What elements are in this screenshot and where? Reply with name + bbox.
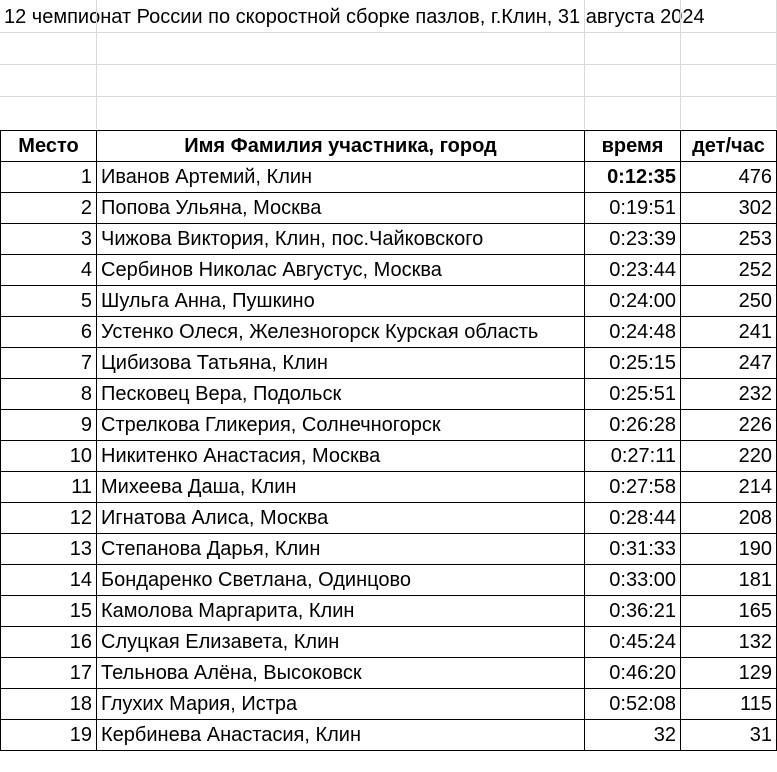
column-header-rate[interactable]: дет/час [681,131,777,162]
table-row [1,658,777,689]
time-cell[interactable]: 0:27:11 [585,441,681,472]
time-cell[interactable]: 0:45:24 [585,627,681,658]
column-header-place[interactable]: Место [1,131,97,162]
table-row [1,224,777,255]
name-cell[interactable]: Тельнова Алёна, Высоковск [97,658,585,689]
name-cell[interactable]: Чижова Виктория, Клин, пос.Чайковского [97,224,585,255]
place-cell[interactable]: 4 [1,255,97,286]
rate-cell[interactable]: 302 [681,193,777,224]
place-cell[interactable]: 16 [1,627,97,658]
time-cell[interactable]: 0:12:35 [585,162,681,193]
name-cell[interactable]: Песковец Вера, Подольск [97,379,585,410]
puzzle-row[interactable] [0,97,777,129]
time-cell[interactable]: 0:23:39 [585,224,681,255]
name-cell[interactable]: Камолова Маргарита, Клин [97,596,585,627]
name-cell[interactable]: Устенко Олеся, Железногорск Курская область [97,317,585,348]
place-cell[interactable]: 7 [1,348,97,379]
name-cell[interactable]: Никитенко Анастасия, Москва [97,441,585,472]
time-cell[interactable]: 0:28:44 [585,503,681,534]
table-row [1,286,777,317]
place-cell[interactable]: 15 [1,596,97,627]
rate-cell[interactable]: 132 [681,627,777,658]
table-row [1,627,777,658]
place-cell[interactable]: 5 [1,286,97,317]
rate-cell[interactable]: 226 [681,410,777,441]
time-cell[interactable]: 0:46:20 [585,658,681,689]
rate-cell[interactable]: 214 [681,472,777,503]
name-cell[interactable]: Кербинева Анастасия, Клин [97,720,585,751]
time-cell[interactable]: 0:23:44 [585,255,681,286]
rate-cell[interactable]: 241 [681,317,777,348]
rate-cell[interactable]: 115 [681,689,777,720]
title-row[interactable] [0,0,777,33]
rate-cell[interactable]: 165 [681,596,777,627]
place-cell[interactable]: 1 [1,162,97,193]
column-header-name[interactable]: Имя Фамилия участника, город [97,131,585,162]
name-cell[interactable]: Игнатова Алиса, Москва [97,503,585,534]
time-cell[interactable]: 0:52:08 [585,689,681,720]
table-row [1,348,777,379]
time-cell[interactable]: 0:27:58 [585,472,681,503]
rate-cell[interactable]: 232 [681,379,777,410]
table-header-row [1,131,777,162]
place-cell[interactable]: 14 [1,565,97,596]
table-row [1,596,777,627]
time-cell[interactable]: 0:24:48 [585,317,681,348]
name-cell[interactable]: Степанова Дарья, Клин [97,534,585,565]
time-cell[interactable]: 0:36:21 [585,596,681,627]
rate-cell[interactable]: 250 [681,286,777,317]
place-cell[interactable]: 10 [1,441,97,472]
name-cell[interactable]: Цибизова Татьяна, Клин [97,348,585,379]
name-cell[interactable]: Бондаренко Светлана, Одинцово [97,565,585,596]
table-row [1,162,777,193]
name-cell[interactable]: Михеева Даша, Клин [97,472,585,503]
table-row [1,441,777,472]
time-cell[interactable]: 0:19:51 [585,193,681,224]
place-cell[interactable]: 17 [1,658,97,689]
name-cell[interactable]: Слуцкая Елизавета, Клин [97,627,585,658]
table-row [1,503,777,534]
table-row [1,255,777,286]
time-cell[interactable]: 0:25:51 [585,379,681,410]
place-cell[interactable]: 19 [1,720,97,751]
rate-cell[interactable]: 129 [681,658,777,689]
table-row [1,193,777,224]
name-cell[interactable]: Глухих Мария, Истра [97,689,585,720]
place-cell[interactable]: 18 [1,689,97,720]
place-cell[interactable]: 8 [1,379,97,410]
time-cell[interactable]: 32 [585,720,681,751]
rate-cell[interactable]: 220 [681,441,777,472]
rate-cell[interactable]: 253 [681,224,777,255]
gridline [96,0,97,129]
name-cell[interactable]: Попова Ульяна, Москва [97,193,585,224]
empty-row[interactable] [0,65,777,97]
time-cell[interactable]: 0:25:15 [585,348,681,379]
place-cell[interactable]: 11 [1,472,97,503]
gridline [584,0,585,129]
table-row [1,720,777,751]
rate-cell[interactable]: 476 [681,162,777,193]
results-table [0,130,777,751]
time-cell[interactable]: 0:26:28 [585,410,681,441]
championship-title: 12 чемпионат России по скоростной сборке пазлов, г.Клин, 31 августа 2024 [4,6,705,28]
rate-cell[interactable]: 252 [681,255,777,286]
column-header-time[interactable]: время [585,131,681,162]
subtitle-row[interactable] [0,33,777,65]
name-cell[interactable]: Иванов Артемий, Клин [97,162,585,193]
table-row [1,410,777,441]
table-row [1,689,777,720]
name-cell[interactable]: Стрелкова Гликерия, Солнечногорск [97,410,585,441]
table-row [1,317,777,348]
rate-cell[interactable]: 31 [681,720,777,751]
table-row [1,472,777,503]
time-cell[interactable]: 0:24:00 [585,286,681,317]
gridline [680,0,681,129]
rate-cell[interactable]: 181 [681,565,777,596]
time-cell[interactable]: 0:31:33 [585,534,681,565]
rate-cell[interactable]: 247 [681,348,777,379]
name-cell[interactable]: Шульга Анна, Пушкино [97,286,585,317]
rate-cell[interactable]: 208 [681,503,777,534]
place-cell[interactable]: 3 [1,224,97,255]
time-cell[interactable]: 0:33:00 [585,565,681,596]
table-row [1,534,777,565]
place-cell[interactable]: 2 [1,193,97,224]
rate-cell[interactable]: 190 [681,534,777,565]
name-cell[interactable]: Сербинов Николас Августус, Москва [97,255,585,286]
place-cell[interactable]: 6 [1,317,97,348]
place-cell[interactable]: 12 [1,503,97,534]
place-cell[interactable]: 9 [1,410,97,441]
table-row [1,565,777,596]
table-row [1,379,777,410]
place-cell[interactable]: 13 [1,534,97,565]
